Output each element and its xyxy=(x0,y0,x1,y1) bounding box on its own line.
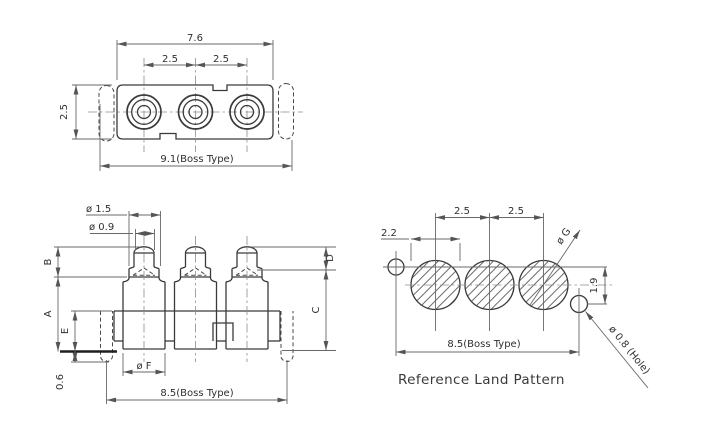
boss-slot-left xyxy=(99,86,114,142)
dim-boss-protrusion: 0.6 xyxy=(55,374,66,390)
dim-top-pitch-a: 2.5 xyxy=(162,54,178,65)
dim-hole-dia: ø 0.8 (Hole) xyxy=(606,324,652,377)
boss-right xyxy=(281,311,293,362)
dim-land-boss-width: 8.5(Boss Type) xyxy=(447,339,521,350)
pogo-pin-3 xyxy=(226,236,268,362)
dim-foot-dia: ø F xyxy=(136,361,152,372)
dim-c: C xyxy=(311,306,322,314)
dim-land-pitch-b: 2.5 xyxy=(508,206,524,217)
top-view xyxy=(59,33,303,171)
dim-b: B xyxy=(43,258,54,266)
front-view-bosses xyxy=(101,311,294,362)
dim-e: E xyxy=(60,327,71,335)
dim-top-height: 2.5 xyxy=(59,104,70,120)
boss-left xyxy=(101,311,113,362)
dim-d: D xyxy=(325,254,336,262)
dim-pin-dia: ø 1.5 xyxy=(86,204,112,215)
front-view-housing xyxy=(114,311,280,341)
dim-pad-dia-label: ø G xyxy=(554,226,574,247)
front-view xyxy=(43,204,336,404)
dim-a: A xyxy=(43,310,54,318)
land-pattern-view xyxy=(381,206,652,388)
dim-top-width: 7.6 xyxy=(187,33,203,44)
dim-plunger-dia: ø 0.9 xyxy=(89,222,115,233)
dim-land-pad: 2.2 xyxy=(381,228,397,239)
dim-hole-offset: 1.9 xyxy=(589,277,600,294)
pogo-pins xyxy=(123,236,268,362)
pogo-pin-2 xyxy=(175,236,217,362)
dim-top-boss-width: 9.1(Boss Type) xyxy=(160,154,234,165)
land-pattern-title: Reference Land Pattern xyxy=(398,372,565,388)
dim-top-pitch-b: 2.5 xyxy=(213,54,229,65)
front-view-dimensions xyxy=(43,204,336,404)
dim-front-boss-width: 8.5(Boss Type) xyxy=(160,388,234,399)
boss-slot-right xyxy=(279,84,294,140)
top-view-dimensions xyxy=(59,33,292,171)
dim-land-pitch-a: 2.5 xyxy=(454,206,470,217)
